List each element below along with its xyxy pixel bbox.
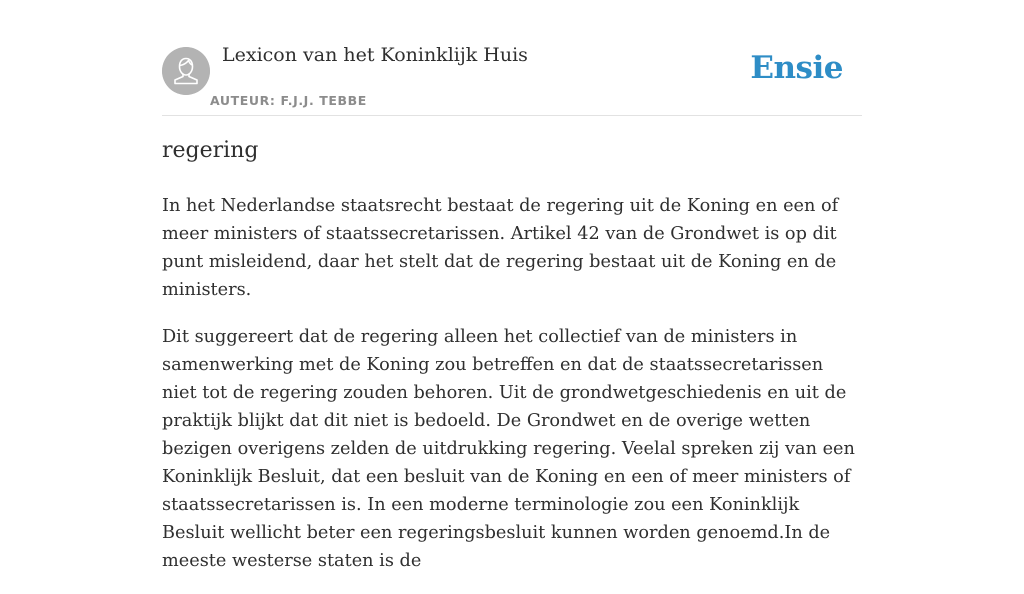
page <box>162 0 862 571</box>
ensie-logo[interactable]: Ensie <box>750 50 843 86</box>
author-label: AUTEUR: <box>210 93 276 108</box>
author-avatar[interactable] <box>162 47 210 95</box>
author-name[interactable]: F.J.J. TEBBE <box>280 93 367 108</box>
author-byline[interactable] <box>210 93 367 108</box>
entry-paragraph: In het Nederlandse staatsrecht bestaat de regering uit de Koning en een of meer ministers of staatssecretarissen. Artikel 42 van de Grondwet is op dit punt misleidend, daar het stelt dat de regering bestaat uit de Koning en de ministers. <box>162 196 839 300</box>
book-title[interactable]: Lexicon van het Koninklijk Huis <box>222 44 528 66</box>
entry-title: regering <box>162 138 259 163</box>
header <box>162 0 862 116</box>
entry-body <box>162 192 862 594</box>
user-icon <box>162 47 210 95</box>
entry-paragraph: Dit suggereert dat de regering alleen het collectief van de ministers in samenwerking met de Koning zou betreffen en dat de staatssecretarissen niet tot de regering zouden behoren. Uit de grondwetgeschiedenis en uit de praktijk blijkt dat dit niet is bedoeld. De Grondwet en de overige wetten bezigen overigens zelden de uitdrukking regering. Veelal spreken zij van een Koninklijk Besluit, dat een besluit van de Koning en een of meer ministers of staatssecretarissen is. In een moderne terminologie zou een Koninklijk Besluit wellicht beter een regeringsbesluit kunnen worden genoemd.In de meeste westerse staten is de <box>162 327 855 571</box>
